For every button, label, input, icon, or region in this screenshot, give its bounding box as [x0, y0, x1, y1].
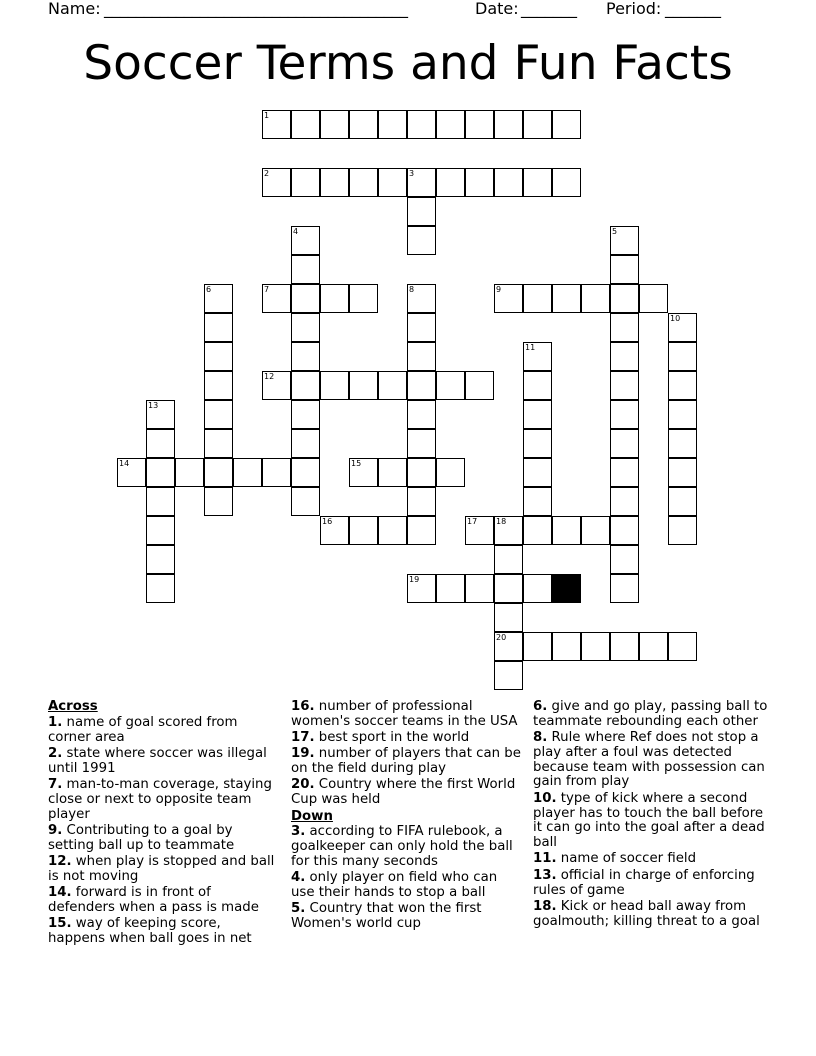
- clue-across-19: 19. number of players that can be on the field during play: [291, 746, 521, 777]
- period-label: Period:: [606, 0, 662, 18]
- cell-number: 4: [293, 227, 299, 236]
- grid-cell[interactable]: [291, 226, 320, 255]
- cell-number: 13: [148, 401, 159, 410]
- clue-down-4: 4. only player on field who can use their hands to stop a ball: [291, 870, 498, 901]
- grid-cell[interactable]: [349, 168, 378, 197]
- grid-cell[interactable]: [610, 255, 639, 284]
- clues-column-right: [533, 700, 769, 931]
- grid-cell[interactable]: [552, 516, 581, 545]
- clue-across-1: 1. name of goal scored from corner area: [48, 714, 238, 745]
- cell-number: 1: [264, 111, 270, 120]
- grid-cell[interactable]: [204, 429, 233, 458]
- grid-cell[interactable]: [291, 255, 320, 284]
- grid-cell[interactable]: [407, 371, 436, 400]
- cell-number: 10: [670, 314, 681, 323]
- grid-cell[interactable]: [407, 168, 436, 197]
- grid-cell[interactable]: [204, 313, 233, 342]
- cell-number: 14: [119, 459, 130, 468]
- grid-cell[interactable]: [407, 284, 436, 313]
- grid-cell[interactable]: [262, 284, 291, 313]
- cell-number: 5: [612, 227, 618, 236]
- clues-column-left: [48, 700, 276, 948]
- grid-cell[interactable]: [407, 458, 436, 487]
- grid-cell[interactable]: [146, 429, 175, 458]
- cell-number: 20: [496, 633, 507, 642]
- grid-cell[interactable]: [262, 371, 291, 400]
- page-title: Soccer Terms and Fun Facts: [83, 36, 733, 91]
- grid-cell[interactable]: [610, 487, 639, 516]
- grid-cell[interactable]: [523, 400, 552, 429]
- grid-cell[interactable]: [668, 458, 697, 487]
- grid-cell[interactable]: [233, 458, 262, 487]
- grid-cell[interactable]: [407, 574, 436, 603]
- grid-cell[interactable]: [378, 110, 407, 139]
- clue-down-10: 10. type of kick where a second player has to touch the ball before it can go into the goal after a dead ball: [533, 790, 765, 851]
- grid-cell[interactable]: [610, 516, 639, 545]
- cell-number: 12: [264, 372, 275, 381]
- grid-cell[interactable]: [610, 371, 639, 400]
- grid-cell[interactable]: [291, 400, 320, 429]
- grid-cell[interactable]: [523, 458, 552, 487]
- grid-cell[interactable]: [668, 342, 697, 371]
- grid-cell[interactable]: [146, 545, 175, 574]
- clue-down-5: 5. Country that won the first Women's world cup: [291, 901, 482, 932]
- grid-cell[interactable]: [465, 371, 494, 400]
- grid-cell[interactable]: [291, 284, 320, 313]
- grid-cell[interactable]: [146, 574, 175, 603]
- grid-cell[interactable]: [552, 168, 581, 197]
- grid-cell[interactable]: [610, 226, 639, 255]
- grid-cell[interactable]: [668, 487, 697, 516]
- grid-cell[interactable]: [494, 545, 523, 574]
- grid-cell[interactable]: [407, 400, 436, 429]
- grid-cell[interactable]: [610, 400, 639, 429]
- grid-cell[interactable]: [291, 313, 320, 342]
- grid-cell[interactable]: [465, 574, 494, 603]
- cell-number: 3: [409, 169, 415, 178]
- grid-cell[interactable]: [407, 429, 436, 458]
- grid-cell[interactable]: [610, 574, 639, 603]
- grid-cell[interactable]: [175, 458, 204, 487]
- grid-cell[interactable]: [117, 458, 146, 487]
- grid-cell[interactable]: [465, 168, 494, 197]
- date-label: Date:: [475, 0, 519, 18]
- cell-number: 16: [322, 517, 333, 526]
- grid-cell[interactable]: [349, 516, 378, 545]
- grid-black-square: [552, 574, 581, 603]
- grid-cell[interactable]: [320, 110, 349, 139]
- grid-cell[interactable]: [407, 226, 436, 255]
- name-blank-field[interactable]: ______________________________________: [104, 0, 408, 18]
- grid-cell[interactable]: [407, 487, 436, 516]
- grid-cell[interactable]: [465, 110, 494, 139]
- grid-cell[interactable]: [378, 371, 407, 400]
- grid-cell[interactable]: [320, 371, 349, 400]
- grid-cell[interactable]: [610, 458, 639, 487]
- grid-cell[interactable]: [436, 574, 465, 603]
- grid-cell[interactable]: [523, 429, 552, 458]
- grid-cell[interactable]: [378, 516, 407, 545]
- grid-cell[interactable]: [407, 313, 436, 342]
- cell-number: 11: [525, 343, 536, 352]
- grid-cell[interactable]: [291, 429, 320, 458]
- grid-cell[interactable]: [436, 458, 465, 487]
- cell-number: 8: [409, 285, 415, 294]
- clue-across-15: 15. way of keeping score, happens when ball goes in net: [48, 916, 252, 946]
- grid-cell[interactable]: [668, 632, 697, 661]
- grid-cell[interactable]: [610, 429, 639, 458]
- grid-cell[interactable]: [494, 168, 523, 197]
- grid-cell[interactable]: [523, 574, 552, 603]
- grid-cell[interactable]: [436, 110, 465, 139]
- grid-cell[interactable]: [494, 516, 523, 545]
- grid-cell[interactable]: [668, 313, 697, 342]
- grid-cell[interactable]: [262, 458, 291, 487]
- clue-across-9: 9. Contributing to a goal by setting ball up to teammate: [48, 822, 235, 853]
- grid-cell[interactable]: [349, 458, 378, 487]
- clue-across-7: 7. man-to-man coverage, staying close or next to opposite team player: [48, 776, 272, 822]
- grid-cell[interactable]: [668, 429, 697, 458]
- grid-cell[interactable]: [320, 284, 349, 313]
- clue-across-12: 12. when play is stopped and ball is not moving: [48, 853, 275, 884]
- grid-cell[interactable]: [494, 284, 523, 313]
- grid-cell[interactable]: [291, 458, 320, 487]
- clue-across-2: 2. state where soccer was illegal until 1991: [48, 745, 267, 776]
- cell-number: 6: [206, 285, 212, 294]
- down-heading: Down: [291, 808, 333, 824]
- grid-cell[interactable]: [204, 284, 233, 313]
- grid-cell[interactable]: [610, 284, 639, 313]
- clue-down-11: 11. name of soccer field: [533, 851, 697, 867]
- cell-number: 7: [264, 285, 270, 294]
- grid-cell[interactable]: [523, 110, 552, 139]
- grid-cell[interactable]: [523, 284, 552, 313]
- grid-cell[interactable]: [407, 197, 436, 226]
- grid-cell[interactable]: [262, 110, 291, 139]
- name-label: Name:: [48, 0, 101, 18]
- grid-cell[interactable]: [407, 342, 436, 371]
- grid-cell[interactable]: [204, 371, 233, 400]
- grid-cell[interactable]: [523, 168, 552, 197]
- grid-cell[interactable]: [639, 632, 668, 661]
- grid-cell[interactable]: [320, 516, 349, 545]
- clue-across-14: 14. forward is in front of defenders when a pass is made: [48, 885, 259, 915]
- clue-down-6: 6. give and go play, passing ball to teammate rebounding each other: [533, 699, 768, 729]
- clues-column-middle: [291, 700, 521, 933]
- clue-across-16: 16. number of professional women's soccer teams in the USA: [291, 699, 518, 729]
- grid-cell[interactable]: [146, 516, 175, 545]
- clue-across-17: 17. best sport in the world: [291, 730, 470, 746]
- cell-number: 15: [351, 459, 362, 468]
- grid-cell[interactable]: [523, 632, 552, 661]
- grid-cell[interactable]: [610, 632, 639, 661]
- grid-cell[interactable]: [494, 110, 523, 139]
- grid-cell[interactable]: [610, 545, 639, 574]
- clue-down-8: 8. Rule where Ref does not stop a play after a foul was detected because team with possession can gain from play: [533, 730, 765, 790]
- grid-cell[interactable]: [291, 342, 320, 371]
- cell-number: 17: [467, 517, 478, 526]
- grid-cell[interactable]: [349, 284, 378, 313]
- grid-cell[interactable]: [349, 110, 378, 139]
- clue-down-18: 18. Kick or head ball away from goalmouth; killing threat to a goal: [533, 898, 760, 929]
- grid-cell[interactable]: [610, 342, 639, 371]
- cell-number: 19: [409, 575, 420, 584]
- grid-cell[interactable]: [552, 284, 581, 313]
- grid-cell[interactable]: [639, 284, 668, 313]
- grid-cell[interactable]: [465, 516, 494, 545]
- grid-cell[interactable]: [291, 168, 320, 197]
- grid-cell[interactable]: [378, 168, 407, 197]
- grid-cell[interactable]: [204, 400, 233, 429]
- grid-cell[interactable]: [668, 371, 697, 400]
- grid-cell[interactable]: [581, 632, 610, 661]
- grid-cell[interactable]: [581, 516, 610, 545]
- grid-cell[interactable]: [494, 632, 523, 661]
- grid-cell[interactable]: [668, 400, 697, 429]
- grid-cell[interactable]: [146, 400, 175, 429]
- cell-number: 9: [496, 285, 502, 294]
- grid-cell[interactable]: [494, 574, 523, 603]
- grid-cell[interactable]: [523, 516, 552, 545]
- grid-cell[interactable]: [436, 371, 465, 400]
- grid-cell[interactable]: [436, 168, 465, 197]
- grid-cell[interactable]: [552, 632, 581, 661]
- grid-cell[interactable]: [407, 516, 436, 545]
- grid-cell[interactable]: [523, 487, 552, 516]
- clue-down-13: 13. official in charge of enforcing rules of game: [533, 867, 755, 898]
- grid-cell[interactable]: [204, 487, 233, 516]
- grid-cell[interactable]: [552, 110, 581, 139]
- grid-cell[interactable]: [349, 371, 378, 400]
- period-blank-field[interactable]: _______: [665, 0, 721, 18]
- grid-cell[interactable]: [668, 516, 697, 545]
- grid-cell[interactable]: [581, 284, 610, 313]
- across-heading: Across: [48, 699, 98, 714]
- grid-cell[interactable]: [146, 487, 175, 516]
- grid-cell[interactable]: [204, 342, 233, 371]
- grid-cell[interactable]: [146, 458, 175, 487]
- grid-cell[interactable]: [378, 458, 407, 487]
- grid-cell[interactable]: [523, 342, 552, 371]
- grid-cell[interactable]: [523, 371, 552, 400]
- clue-across-20: 20. Country where the first World Cup was held: [291, 777, 516, 808]
- grid-cell[interactable]: [494, 603, 523, 632]
- date-blank-field[interactable]: _______: [521, 0, 577, 18]
- clue-down-3: 3. according to FIFA rulebook, a goalkeeper can only hold the ball for this many seconds: [291, 824, 513, 869]
- cell-number: 18: [496, 517, 507, 526]
- cell-number: 2: [264, 169, 270, 178]
- grid-cell[interactable]: [291, 487, 320, 516]
- grid-cell[interactable]: [320, 168, 349, 197]
- grid-cell[interactable]: [291, 110, 320, 139]
- grid-cell[interactable]: [291, 371, 320, 400]
- grid-cell[interactable]: [494, 661, 523, 690]
- grid-cell[interactable]: [204, 458, 233, 487]
- grid-cell[interactable]: [407, 110, 436, 139]
- grid-cell[interactable]: [610, 313, 639, 342]
- grid-cell[interactable]: [262, 168, 291, 197]
